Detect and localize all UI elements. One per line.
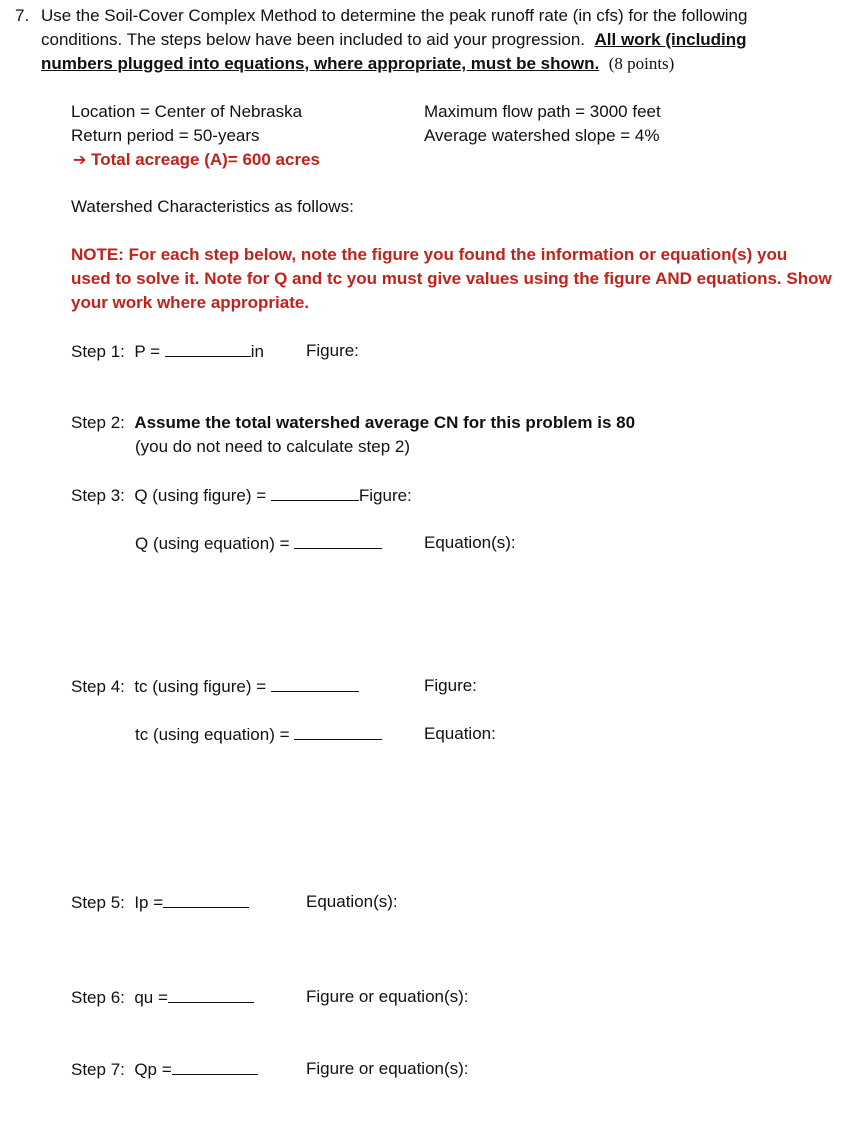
step-3-var-figure: Q (using figure) =	[134, 486, 267, 505]
question-line-3	[41, 54, 674, 74]
step-7-label: Step 7:	[71, 1060, 125, 1079]
step-4-row	[71, 676, 359, 697]
note-line-1: NOTE: For each step below, note the figure you found the information or equation(s) you	[71, 245, 788, 264]
step-1-var: P =	[134, 342, 161, 361]
step-4-equation-label: Equation:	[424, 724, 496, 743]
arrow-right-icon: ➔	[73, 152, 87, 169]
step-4-var-figure: tᴄ (using figure) =	[134, 677, 267, 696]
step-2-label: Step 2:	[71, 413, 125, 432]
step-7-equation-label: Figure or equation(s):	[306, 1059, 469, 1078]
step-6-answer-blank[interactable]	[168, 987, 254, 1003]
step-2-subtext: (you do not need to calculate step 2)	[135, 437, 411, 456]
question-line-2	[41, 30, 747, 50]
step-6-label: Step 6:	[71, 988, 125, 1007]
step-1-row	[71, 341, 264, 362]
step-1-figure-label: Figure:	[306, 341, 359, 360]
step-1-unit: in	[250, 342, 264, 361]
step-7-row	[71, 1059, 258, 1080]
question-line-2-text: conditions. The steps below have been included to aid your progression.	[41, 30, 586, 49]
given-flow-path: Maximum flow path = 3000 feet	[424, 102, 661, 121]
step-4-var-equation: tᴄ (using equation) =	[135, 725, 290, 744]
step-1-answer-blank[interactable]	[165, 341, 251, 357]
question-line-1: Use the Soil-Cover Complex Method to determine the peak runoff rate (in cfs) for the following	[41, 6, 748, 25]
given-acreage-row	[73, 150, 320, 170]
step-5-row	[71, 892, 249, 913]
step-6-var: qu =	[134, 988, 168, 1007]
step-2-text: Assume the total watershed average CN for this problem is 80	[134, 413, 636, 432]
step-3-var-equation: Q (using equation) =	[135, 534, 290, 553]
note-line-3: your work where appropriate.	[71, 293, 310, 312]
given-return-period: Return period = 50-years	[71, 126, 260, 145]
step-4-equation-row	[135, 724, 382, 745]
given-location: Location = Center of Nebraska	[71, 102, 303, 121]
step-3-equation-row	[135, 533, 382, 554]
given-acreage: Total acreage (A)= 600 acres	[91, 150, 320, 169]
step-4-figure-label: Figure:	[424, 676, 477, 695]
step-3-figure-label: Figure:	[358, 486, 412, 505]
step-3-equation-label: Equation(s):	[424, 533, 516, 552]
step-1-label: Step 1:	[71, 342, 125, 361]
step-3-figure-answer-blank[interactable]	[271, 485, 359, 501]
step-2-row	[71, 413, 635, 433]
step-6-row	[71, 987, 254, 1008]
given-slope: Average watershed slope = 4%	[424, 126, 660, 145]
step-5-var: Ip =	[134, 893, 164, 912]
step-3-equation-answer-blank[interactable]	[294, 533, 382, 549]
step-3-row	[71, 485, 412, 506]
question-points: (8 points)	[608, 54, 675, 73]
step-4-figure-answer-blank[interactable]	[271, 676, 359, 692]
watershed-heading: Watershed Characteristics as follows:	[71, 197, 354, 216]
step-5-label: Step 5:	[71, 893, 125, 912]
step-6-equation-label: Figure or equation(s):	[306, 987, 469, 1006]
step-7-var: Qp =	[134, 1060, 172, 1079]
question-emphasis-end: numbers plugged into equations, where appropriate, must be shown.	[41, 54, 600, 73]
step-5-equation-label: Equation(s):	[306, 892, 398, 911]
step-4-label: Step 4:	[71, 677, 125, 696]
question-emphasis-start: All work (including	[594, 30, 747, 49]
step-5-answer-blank[interactable]	[163, 892, 249, 908]
question-number: 7.	[15, 6, 30, 25]
note-line-2: used to solve it. Note for Q and tᴄ you must give values using the figure AND equations. Show	[71, 269, 832, 288]
step-3-label: Step 3:	[71, 486, 125, 505]
step-7-answer-blank[interactable]	[172, 1059, 258, 1075]
step-4-equation-answer-blank[interactable]	[294, 724, 382, 740]
